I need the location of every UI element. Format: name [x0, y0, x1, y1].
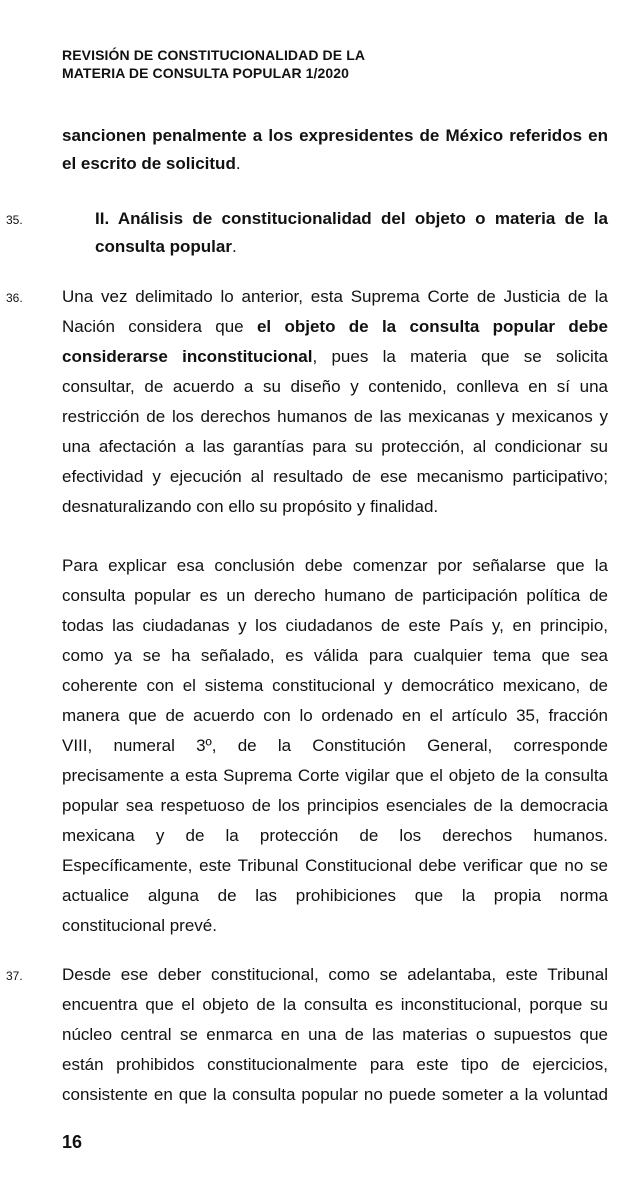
p36b-line-8: precisamente a esta Suprema Corte vigilar que el objeto de la consulta — [62, 766, 608, 785]
p37-line-5: consistente en que la consulta popular no puede someter a la voluntad — [62, 1085, 608, 1104]
p36b-line-13: constitucional prevé. — [62, 916, 217, 935]
p36b-line-12: actualice alguna de las prohibiciones que la propia norma — [62, 886, 608, 905]
p36-line-3: considerarse inconstitucional, pues la materia que se solicita — [62, 347, 608, 366]
header-line-2: MATERIA DE CONSULTA POPULAR 1/2020 — [62, 65, 350, 81]
p36b-line-3: todas las ciudadanas y los ciudadanos de este País y, en principio, — [62, 616, 608, 635]
p36b-line-10: mexicana y de la protección de los derechos humanos. — [62, 826, 608, 845]
p36-line-2: Nación considera que el objeto de la consulta popular debe — [62, 317, 608, 336]
paragraph-number-36: 36. — [6, 291, 23, 305]
paragraph-number-37: 37. — [6, 969, 23, 983]
p36-line-6: una afectación a las garantías para su protección, al condicionar su — [62, 437, 608, 456]
p36-line-7: efectividad y ejecución al resultado de ese mecanismo participativo; — [62, 467, 608, 486]
section-heading-line-1: II. Análisis de constitucionalidad del objeto o materia de la — [95, 209, 608, 228]
intro-line-2-end: . — [235, 154, 241, 173]
p37-line-4: están prohibidos constitucionalmente para este tipo de ejercicios, — [62, 1055, 608, 1074]
p37-line-2: encuentra que el objeto de la consulta es inconstitucional, porque su — [62, 995, 608, 1014]
header-line-1: REVISIÓN DE CONSTITUCIONALIDAD DE LA — [62, 47, 366, 63]
section-heading-line-2: consulta popular — [95, 237, 232, 256]
p36b-line-2: consulta popular es un derecho humano de participación política de — [62, 586, 608, 605]
p36b-line-6: manera que de acuerdo con lo ordenado en el artículo 35, fracción — [62, 706, 608, 725]
p37-line-3: núcleo central se enmarca en una de las materias o supuestos que — [62, 1025, 608, 1044]
p36-line-4: consultar, de acuerdo a su diseño y contenido, conlleva en sí una — [62, 377, 608, 396]
page-number: 16 — [62, 1132, 83, 1152]
p37-line-1: Desde ese deber constitucional, como se adelantaba, este Tribunal — [62, 965, 608, 984]
p36-line-5: restricción de los derechos humanos de las mexicanas y mexicanos y — [62, 407, 608, 426]
p36b-line-7: VIII, numeral 3º, de la Constitución General, corresponde — [62, 736, 608, 755]
p36b-line-9: popular sea respetuoso de los principios esenciales de la democracia — [62, 796, 608, 815]
p36b-line-4: como ya se ha señalado, es válida para cualquier tema que sea — [62, 646, 608, 665]
document-header — [62, 46, 365, 82]
p36b-line-5: coherente con el sistema constitucional y democrático mexicano, de — [62, 676, 608, 695]
document-page: REVISIÓN DE CONSTITUCIONALIDAD DE LA MATERIA DE CONSULTA POPULAR 1/2020 sancionen penalmente a los expresidentes de México referidos en el escrito de solicitud. 35. II. Análisis de constitucionalidad del objeto o materia de la consulta popular. 36. Una vez delimitado lo anterior, esta Suprema Corte de Justicia de la Nación considera que el objeto de la consulta popular debe considerarse inconstitucional, pues la materia que se solicita consultar, de acuerdo a su diseño y contenido, conlleva en sí una restricción de los derechos humanos de las mexicanas y mexicanos y una afectación a las garantías para su protección, al condicionar su efectividad y ejecución al resultado de ese mecanismo participativo; desnaturalizando con ello su propósito y finalidad. Para explicar esa conclusión debe comenzar por señalarse que la consulta popular es un derecho humano de participación política de todas las ciudadanas y los ciudadanos de este País y, en principio, como ya se ha señalado, es válida para cualquier tema que sea coherente con el sistema constitucional y democrático mexicano, de manera que de acuerdo con lo ordenado en el artículo 35, fracción VIII, numeral 3º, de la Constitución General, corresponde precisamente a esta Suprema Corte vigilar que el objeto de la consulta popular sea respetuoso de los principios esenciales de la democracia mexicana y de la protección de los derechos humanos. Específicamente, este Tribunal Constitucional debe verificar que no se actualice alguna de las prohibiciones que la propia norma constitucional prevé. 37. Desde ese deber constitucional, como se adelantaba, este Tribunal encuentra que el objeto de la consulta es inconstitucional, porque su núcleo central se enmarca en una de las materias o supuestos que están prohibidos constitucionalmente para este tipo de ejercicios, consistente en que la consulta popular no puede someter a la voluntad 16 — [6, 47, 608, 1152]
p36b-line-11: Específicamente, este Tribunal Constitucional debe verificar que no se — [62, 856, 608, 875]
paragraph-number-35: 35. — [6, 213, 23, 227]
intro-line-2: el escrito de solicitud — [62, 154, 236, 173]
p36-line-8: desnaturalizando con ello su propósito y finalidad. — [62, 497, 439, 516]
p36b-line-1: Para explicar esa conclusión debe comenzar por señalarse que la — [62, 556, 608, 575]
p36-line-1: Una vez delimitado lo anterior, esta Suprema Corte de Justicia de la — [62, 287, 608, 306]
intro-line-1: sancionen penalmente a los expresidentes de México referidos en — [62, 126, 608, 145]
